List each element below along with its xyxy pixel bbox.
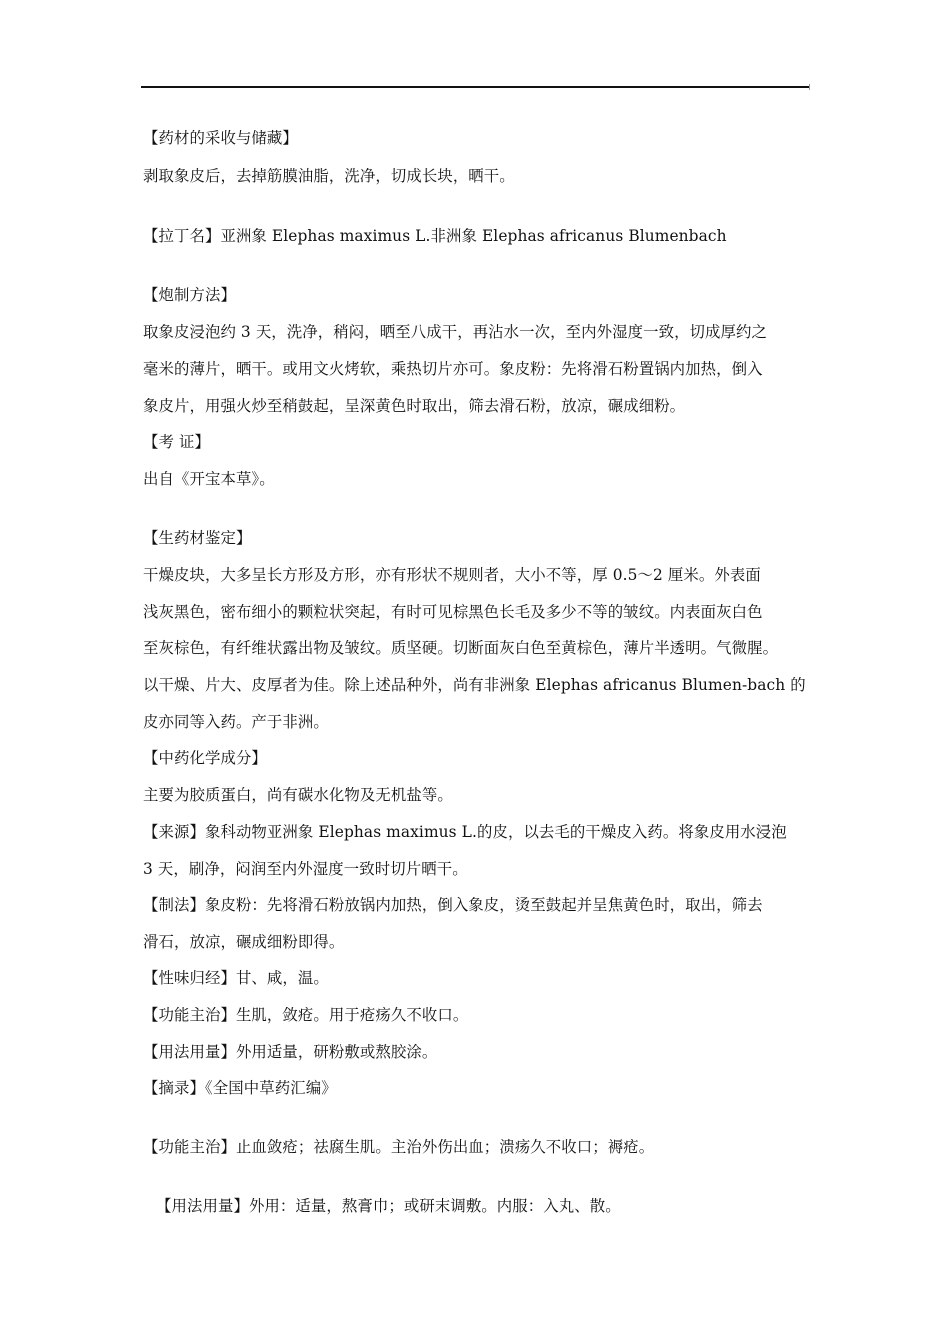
- paragraph-identification-line-3: 至灰棕色，有纤维状露出物及皱纹。质坚硬。切断面灰白色至黄棕色，薄片半透明。气微腥。: [143, 639, 779, 657]
- paragraph-processing-line-3: 象皮片，用强火炒至稍鼓起，呈深黄色时取出，筛去滑石粉，放凉，碾成细粉。: [143, 397, 686, 415]
- paragraph-identification-line-4: 以干燥、片大、皮厚者为佳。除上述品种外，尚有非洲象 Elephas africanus Blumen-bach 的: [143, 676, 806, 694]
- paragraph-identification-line-1: 干燥皮块，大多呈长方形及方形，亦有形状不规则者，大小不等，厚 0.5～2 厘米。外表面: [143, 566, 761, 584]
- paragraph-processing-line-2: 毫米的薄片，晒干。或用文火烤软，乘热切片亦可。象皮粉：先将滑石粉置锅内加热，倒入: [143, 360, 763, 378]
- section-heading-identification: 【生药材鉴定】: [143, 529, 252, 547]
- header-rule-tick: [809, 84, 810, 90]
- paragraph-identification-line-5: 皮亦同等入药。产于非洲。: [143, 713, 329, 731]
- paragraph-latin-name: 【拉丁名】亚洲象 Elephas maximus L.非洲象 Elephas africanus Blumenbach: [143, 227, 727, 245]
- section-heading-processing: 【炮制方法】: [143, 286, 236, 304]
- paragraph-usage-dosage-2: 【用法用量】外用：适量，熬膏巾；或研末调敷。内服：入丸、散。: [156, 1197, 621, 1215]
- paragraph-nature-meridian: 【性味归经】甘、咸，温。: [143, 969, 329, 987]
- section-heading-textual-research: 【考 证】: [143, 433, 210, 451]
- paragraph-processing-line-1: 取象皮浸泡约 3 天，洗净，稍闷，晒至八成干，再沾水一次，至内外湿度一致，切成厚约之: [143, 323, 768, 341]
- paragraph-preparation-line-1: 【制法】象皮粉：先将滑石粉放锅内加热，倒入象皮，烫至鼓起并呈焦黄色时，取出，筛去: [143, 896, 763, 914]
- paragraph-chemical-composition: 主要为胶质蛋白，尚有碳水化物及无机盐等。: [143, 786, 453, 804]
- paragraph-preparation-line-2: 滑石，放凉，碾成细粉即得。: [143, 933, 345, 951]
- paragraph-source-line-2: 3 天，刷净，闷润至内外湿度一致时切片晒干。: [143, 860, 468, 878]
- header-rule: [141, 86, 809, 88]
- paragraph-harvest-storage: 剥取象皮后，去掉筋膜油脂，洗净，切成长块，晒干。: [143, 167, 515, 185]
- paragraph-functions-indications-2: 【功能主治】止血敛疮；祛腐生肌。主治外伤出血；溃疡久不收口；褥疮。: [143, 1138, 655, 1156]
- paragraph-textual-research: 出自《开宝本草》。: [143, 470, 275, 488]
- paragraph-excerpt: 【摘录】《全国中草药汇编》: [143, 1079, 337, 1097]
- section-heading-chemical-composition: 【中药化学成分】: [143, 749, 267, 767]
- paragraph-identification-line-2: 浅灰黑色，密布细小的颗粒状突起，有时可见棕黑色长毛及多少不等的皱纹。内表面灰白色: [143, 603, 763, 621]
- section-heading-harvest-storage: 【药材的采收与储藏】: [143, 129, 298, 147]
- paragraph-usage-dosage: 【用法用量】外用适量，研粉敷或熬胶涂。: [143, 1043, 438, 1061]
- paragraph-functions-indications: 【功能主治】生肌，敛疮。用于疮疡久不收口。: [143, 1006, 469, 1024]
- paragraph-source-line-1: 【来源】象科动物亚洲象 Elephas maximus L.的皮，以去毛的干燥皮入药。将象皮用水浸泡: [143, 823, 787, 841]
